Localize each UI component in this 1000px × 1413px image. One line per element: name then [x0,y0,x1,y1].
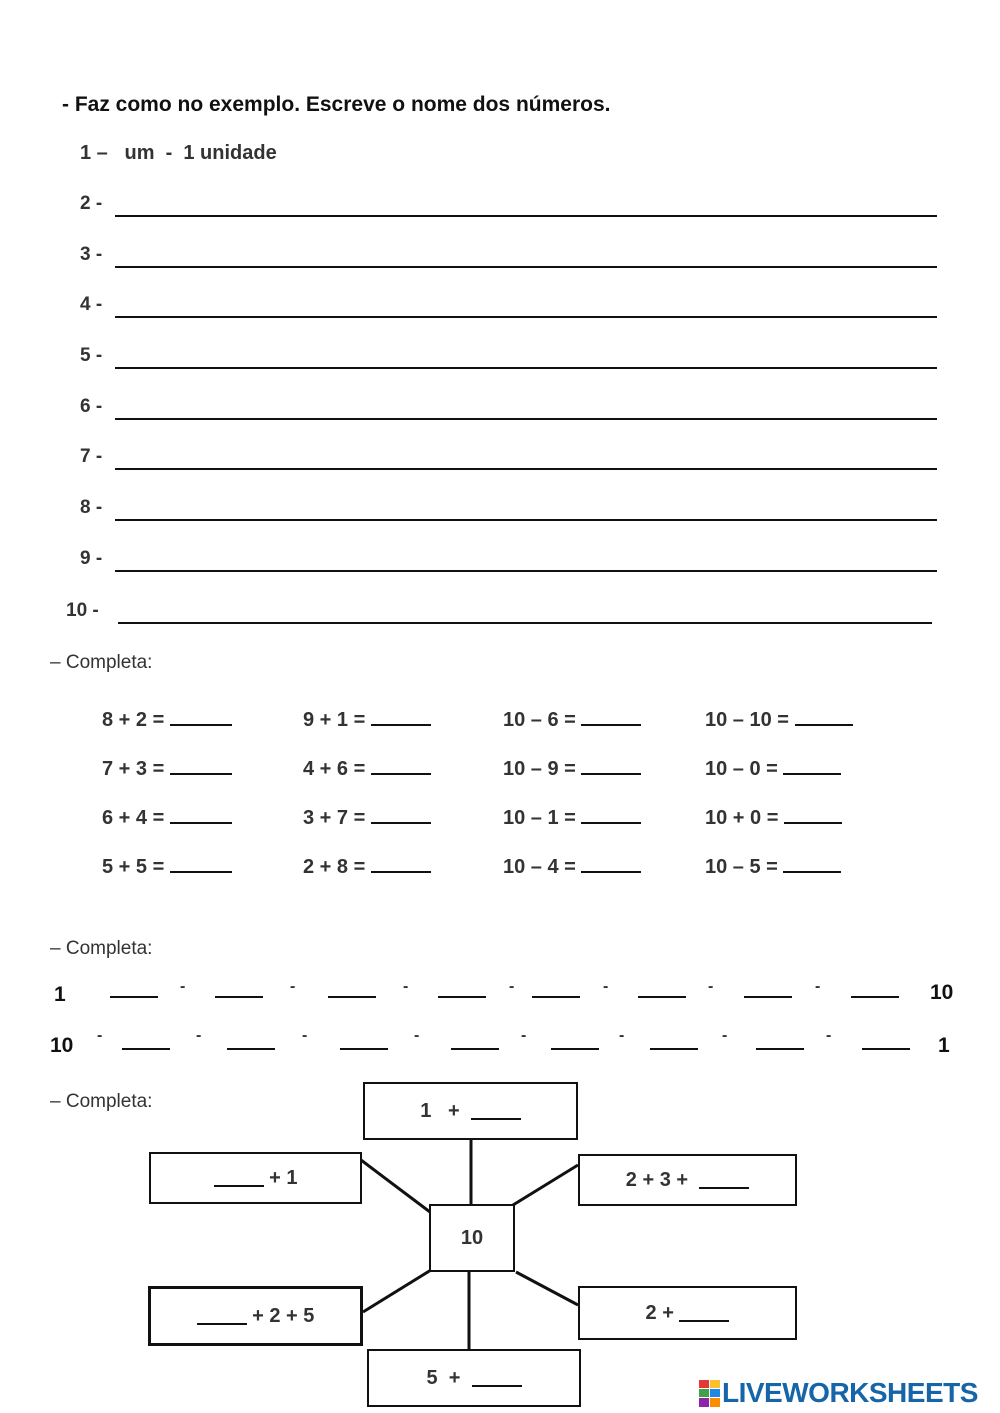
row-number: 6 - [80,396,103,417]
equation: 3 + 7 = [303,804,431,830]
sequence-separator: - [302,1027,308,1044]
logo-text: LIVEWORKSHEETS [722,1377,978,1408]
sequence-separator: - [603,978,609,995]
sequence-end: 1 [938,1034,950,1057]
row-number: 8 - [80,497,103,518]
logo-icon [698,1379,720,1407]
row-number: 7 - [80,446,103,467]
sequence-separator: - [180,978,186,995]
sequence-separator: - [708,978,714,995]
equation: 10 – 9 = [503,755,641,781]
center-box: 10 [429,1204,515,1272]
sequence-separator: - [97,1027,103,1044]
example-line: 1 – um - 1 unidade [80,142,277,164]
equation: 10 – 10 = [705,706,853,732]
equation: 7 + 3 = [102,755,232,781]
equation: 10 – 0 = [705,755,841,781]
liveworksheets-logo [698,1377,978,1409]
sequence-separator: - [290,978,296,995]
equation: 10 – 6 = [503,706,641,732]
section-label: – Completa: [50,652,153,673]
sequence-separator: - [509,978,515,995]
section-label: – Completa: [50,938,153,959]
sequence-separator: - [196,1027,202,1044]
row-number: 10 - [66,600,99,621]
answer-blank[interactable] [472,1369,522,1387]
equation: 6 + 4 = [102,804,232,830]
sequence-separator: - [619,1027,625,1044]
sequence-separator: - [815,978,821,995]
sequence-start: 10 [50,1034,74,1057]
sequence-start: 1 [54,983,66,1006]
answer-blank[interactable] [197,1307,247,1325]
sequence-end: 10 [930,981,954,1004]
equation: 10 – 4 = [503,853,641,879]
equation: 10 + 0 = [705,804,842,830]
row-number: 4 - [80,294,103,315]
worksheet-instruction: - Faz como no exemplo. Escreve o nome dos números. [62,93,611,116]
answer-blank[interactable] [471,1102,521,1120]
box-right-lower: 2 + [578,1286,797,1340]
equation: 2 + 8 = [303,853,431,879]
sequence-separator: - [403,978,409,995]
row-number: 9 - [80,548,103,569]
sequence-separator: - [826,1027,832,1044]
answer-blank[interactable] [214,1169,264,1187]
box-right-upper: 2 + 3 + [578,1154,797,1206]
row-number: 5 - [80,345,103,366]
row-number: 2 - [80,193,103,214]
box-left-upper: + 1 [149,1152,362,1204]
box-left-lower: + 2 + 5 [148,1286,363,1346]
equation: 10 – 1 = [503,804,641,830]
equation: 8 + 2 = [102,706,232,732]
equation: 10 – 5 = [705,853,841,879]
row-number: 3 - [80,244,103,265]
equation: 4 + 6 = [303,755,431,781]
sequence-separator: - [521,1027,527,1044]
sequence-separator: - [722,1027,728,1044]
box-bottom: 5 + [367,1349,581,1407]
section-label: – Completa: [50,1091,153,1112]
box-top: 1 + [363,1082,578,1140]
equation: 5 + 5 = [102,853,232,879]
sequence-separator: - [414,1027,420,1044]
answer-blank[interactable] [679,1304,729,1322]
equation: 9 + 1 = [303,706,431,732]
answer-blank[interactable] [699,1171,749,1189]
